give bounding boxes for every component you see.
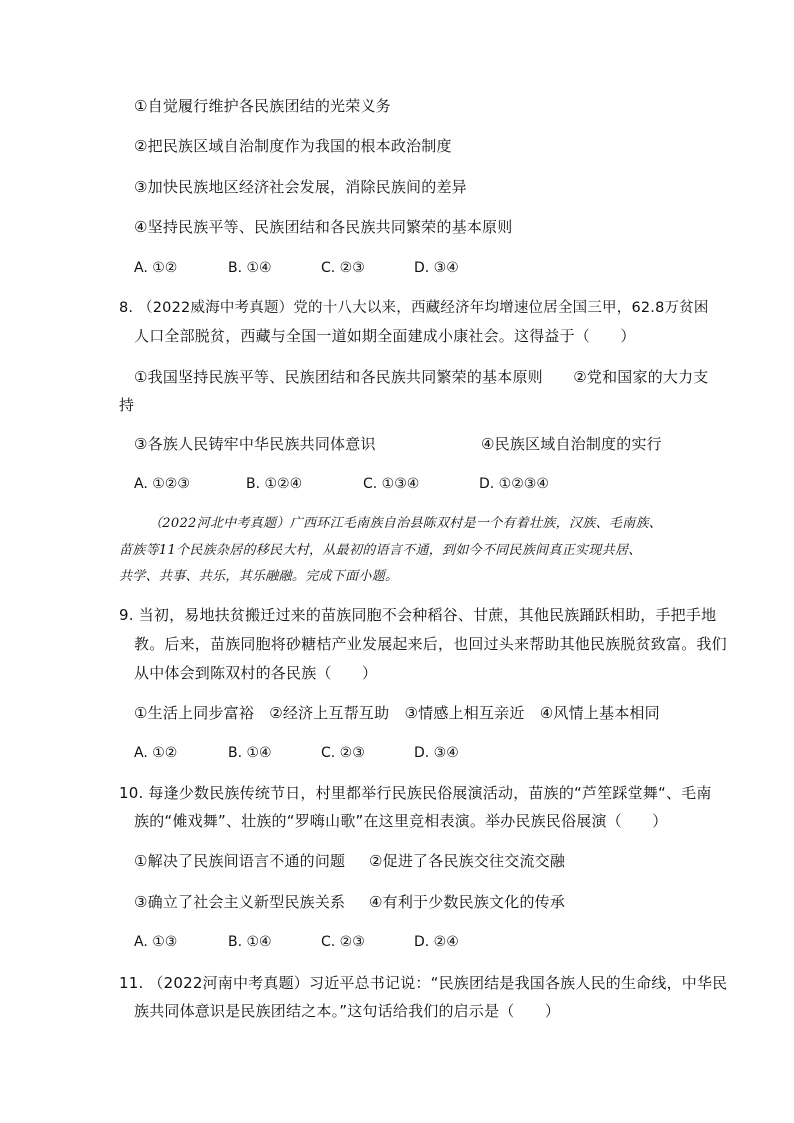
q7-statement-4: ④坚持民族平等、民族团结和各民族共同繁荣的基本原则: [134, 218, 513, 236]
q10-option-d[interactable]: D. ②④: [414, 934, 459, 950]
q9-option-d[interactable]: D. ③④: [414, 745, 459, 761]
q7-statement-1: ①自觉履行维护各民族团结的光荣义务: [134, 97, 391, 115]
q9-option-b[interactable]: B. ①④: [228, 745, 272, 761]
q11-stem-line-2: 族共同体意识是民族团结之本。”这句话给我们的启示是（ ）: [134, 1002, 561, 1020]
q9-stem-line-3: 从中体会到陈双村的各民族（ ）: [134, 664, 378, 682]
q8-stem-line-1: 8. （2022威海中考真题）党的十八大以来，西藏经济年均增速位居全国三甲，62.8万贫困: [119, 300, 709, 316]
q7-option-c[interactable]: C. ②③: [321, 260, 365, 276]
q8-option-c[interactable]: C. ①③④: [363, 476, 420, 492]
q9-option-a[interactable]: A. ①②: [134, 745, 178, 761]
q7-option-a[interactable]: A. ①②: [134, 260, 178, 276]
q9-option-c[interactable]: C. ②③: [321, 745, 365, 761]
q10-options: [134, 932, 459, 952]
q7-statement-2: ②把民族区域自治制度作为我国的根本政治制度: [134, 137, 452, 155]
q8-statement-line-2: 持: [119, 396, 135, 414]
q9-stem-line-1: 9. 当初，易地扶贫搬迁过来的苗族同胞不会种稻谷、甘蔗，其他民族踊跃相助，手把手地: [119, 606, 717, 624]
material-line-2: 苗族等11个民族杂居的移民大村，从最初的语言不通，到如今不同民族间真正实现共居、: [119, 543, 642, 558]
q8-stem-line-2: 人口全部脱贫，西藏与全国一道如期全面建成小康社会。这得益于（ ）: [134, 327, 636, 345]
q8-statement-4: ④民族区域自治制度的实行: [481, 435, 662, 453]
q10-statement-2: ②促进了各民族交往交流交融: [369, 852, 566, 870]
q8-statement-3: ③各族人民铸牢中华民族共同体意识: [134, 435, 376, 453]
q10-stem-line-1: 10. 每逢少数民族传统节日，村里都举行民族民俗展演活动，苗族的“芦笙踩堂舞“、毛南: [119, 784, 712, 802]
q9-statements: ①生活上同步富裕 ②经济上互帮互助 ③情感上相互亲近 ④风情上基本相同: [134, 704, 660, 722]
material-line-3: 共学、共事、共乐，其乐融融。完成下面小题。: [119, 569, 399, 584]
q9-stem-line-2: 教。后来，苗族同胞将砂糖桔产业发展起来后，也回过头来帮助其他民族脱贫致富。我们: [134, 635, 727, 653]
q7-statement-3: ③加快民族地区经济社会发展，消除民族间的差异: [134, 178, 467, 196]
q10-statement-3: ③确立了社会主义新型民族关系: [134, 893, 346, 911]
q9-options: [134, 743, 459, 763]
q7-option-b[interactable]: B. ①④: [228, 260, 272, 276]
q8-option-d[interactable]: D. ①②③④: [479, 476, 549, 492]
q8-options: [134, 474, 549, 494]
q7-option-d[interactable]: D. ③④: [414, 260, 459, 276]
q11-stem-line-1: 11. （2022河南中考真题）习近平总书记说：“民族团结是我国各族人民的生命线，中华民: [119, 974, 728, 992]
q10-option-a[interactable]: A. ①③: [134, 934, 178, 950]
material-line-1: （2022河北中考真题）广西环江毛南族自治县陈双村是一个有着壮族，汉族、毛南族、: [149, 516, 663, 531]
q10-statement-1: ①解决了民族间语言不通的问题: [134, 852, 346, 870]
q7-options: [134, 258, 459, 278]
q8-option-b[interactable]: B. ①②④: [246, 476, 303, 492]
q10-stem-line-2: 族的“傩戏舞”、壮族的“罗嗨山歌”在这里竞相表演。举办民族民俗展演（ ）: [134, 812, 668, 830]
q10-option-c[interactable]: C. ②③: [321, 934, 365, 950]
q10-statement-4: ④有利于少数民族文化的传承: [369, 893, 566, 911]
q8-statement-line-1: ①我国坚持民族平等、民族团结和各民族共同繁荣的基本原则 ②党和国家的大力支: [134, 368, 709, 386]
q8-option-a[interactable]: A. ①②③: [134, 476, 190, 492]
q10-option-b[interactable]: B. ①④: [228, 934, 272, 950]
